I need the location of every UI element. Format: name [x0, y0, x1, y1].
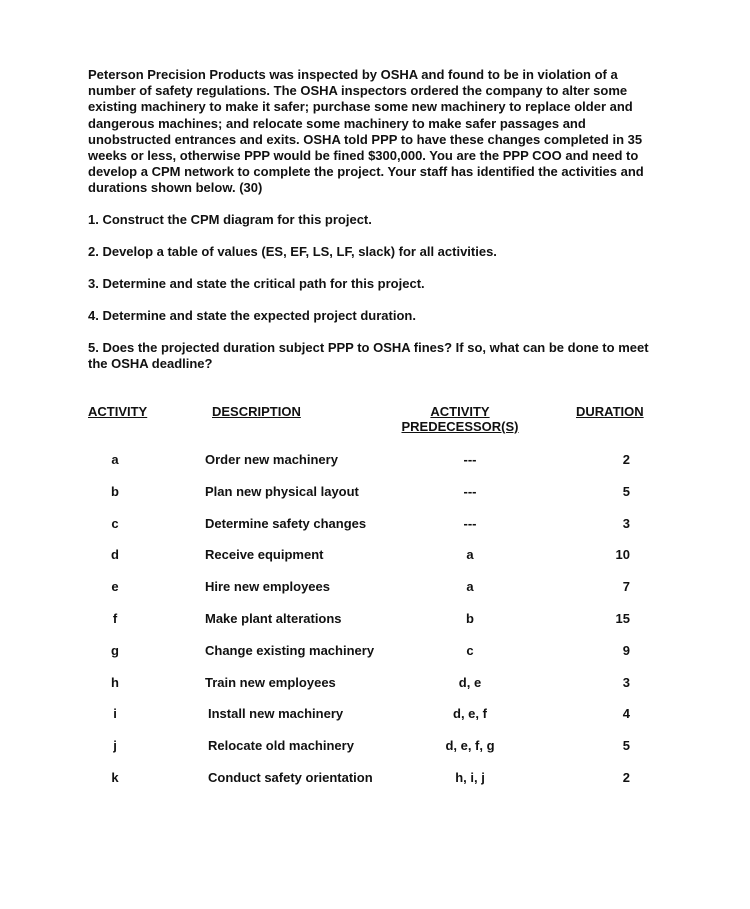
header-description: DESCRIPTION [212, 404, 301, 419]
predecessor-cell: d, e, f, g [445, 738, 495, 754]
activity-cell: f [112, 610, 118, 626]
description-cell: Train new employees [205, 674, 336, 690]
predecessor-cell: d, e [458, 674, 482, 690]
predecessor-cell: c [466, 642, 474, 658]
activity-cell: c [111, 515, 119, 531]
table-row [0, 611, 750, 643]
table-row [0, 484, 750, 516]
predecessor-cell: a [466, 579, 474, 595]
activity-cell: j [113, 738, 117, 754]
predecessor-cell: b [466, 610, 474, 626]
description-cell: Make plant alterations [205, 610, 342, 626]
table-row [0, 706, 750, 738]
description-cell: Install new machinery [208, 706, 344, 722]
activity-table [0, 452, 750, 802]
duration-cell: 15 [615, 610, 630, 626]
activity-cell: b [111, 483, 119, 499]
description-cell: Plan new physical layout [205, 483, 359, 499]
predecessor-cell: --- [463, 452, 477, 467]
table-row [0, 452, 750, 484]
description-cell: Hire new employees [205, 579, 330, 595]
duration-cell: 4 [622, 706, 630, 722]
table-row [0, 516, 750, 548]
predecessor-cell: d, e, f [453, 706, 487, 722]
header-predecessors: ACTIVITY PREDECESSOR(S) [401, 404, 519, 434]
duration-cell: 10 [615, 547, 630, 563]
table-row [0, 547, 750, 579]
table-row [0, 675, 750, 707]
activity-cell: i [113, 706, 117, 722]
description-cell: Relocate old machinery [208, 738, 354, 754]
activity-cell: e [111, 579, 119, 595]
question-1: 1. Construct the CPM diagram for this project. [88, 212, 372, 227]
description-cell: Receive equipment [205, 547, 324, 563]
predecessor-cell: --- [463, 515, 477, 531]
description-cell: Change existing machinery [205, 642, 375, 658]
duration-cell: 5 [622, 738, 630, 754]
activity-cell: h [111, 674, 119, 690]
header-activity: ACTIVITY [88, 404, 148, 419]
predecessor-cell: a [466, 547, 474, 563]
description-cell: Order new machinery [205, 452, 338, 467]
description-cell: Conduct safety orientation [208, 769, 373, 785]
question-5: 5. Does the projected duration subject PPP to OSHA fines? If so, what can be done to meet the OSHA deadline? [88, 340, 649, 372]
question-4: 4. Determine and state the expected project duration. [88, 308, 416, 323]
duration-cell: 2 [622, 769, 630, 785]
table-row [0, 643, 750, 675]
predecessor-cell: h, i, j [455, 769, 485, 785]
question-3: 3. Determine and state the critical path for this project. [88, 276, 425, 291]
duration-cell: 2 [622, 452, 630, 467]
table-row [0, 770, 750, 802]
duration-cell: 7 [622, 579, 630, 595]
question-2: 2. Develop a table of values (ES, EF, LS, LF, slack) for all activities. [88, 244, 497, 259]
duration-cell: 3 [622, 674, 630, 690]
activity-cell: g [111, 642, 119, 658]
problem-statement: Peterson Precision Products was inspected by OSHA and found to be in violation of a number of safety regulations. The OSHA inspectors ordered the company to alter some existing machinery to make it safer; purchase some new machinery to replace older and dangerous machines; and relocate some machinery to make safer passages and unobstructed entrances and exits. OSHA told PPP to have these changes completed in 35 weeks or less, otherwise PPP would be fined $300,000. You are the PPP COO and need to develop a CPM network to complete the project. Your staff has identified the activities and durations shown below. (30) [88, 67, 644, 196]
activity-cell: k [111, 769, 119, 785]
duration-cell: 3 [622, 515, 630, 531]
duration-cell: 9 [622, 642, 630, 658]
activity-cell: d [111, 547, 119, 563]
table-row [0, 579, 750, 611]
table-row [0, 738, 750, 770]
activity-cell: a [111, 452, 119, 467]
description-cell: Determine safety changes [205, 515, 367, 531]
header-duration: DURATION [576, 404, 644, 419]
predecessor-cell: --- [463, 483, 477, 499]
duration-cell: 5 [622, 483, 630, 499]
